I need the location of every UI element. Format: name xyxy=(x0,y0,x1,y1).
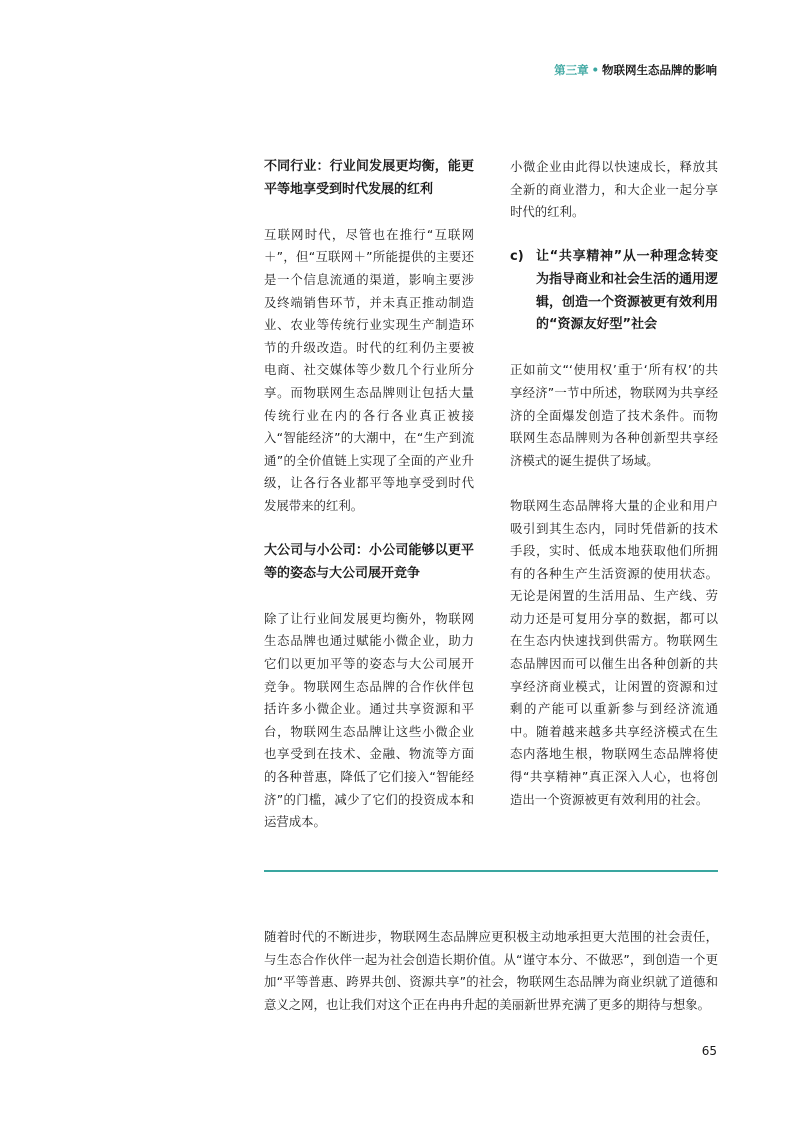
section-heading-companies: 大公司与小公司：小公司能够以更平等的姿态与大公司展开竞争 xyxy=(264,543,474,581)
paragraph-sharing-economy: 正如前文“‘使用权’重于‘所有权’的共享经济”一节中所述，物联网为共享经济的全面爆发创造了技术条件。而物联网生态品牌则为各种创新型共享经济模式的诞生提供了场域。 xyxy=(510,362,718,468)
section-body-companies: 除了让行业间发展更均衡外，物联网生态品牌也通过赋能小微企业，助力它们以更加平等的姿态与大公司展开竞争。物联网生态品牌的合作伙伴包括许多小微企业。通过共享资源和平台，物联网生态品牌让这些小微企业也享受到在技术、金融、物流等方面的各种普惠，降低了它们接入“智能经济”的门槛，减少了它们的投资成本和运营成本。 xyxy=(264,610,474,830)
section-heading-industries: 不同行业：行业间发展更均衡，能更平等地享受到时代发展的红利 xyxy=(264,159,474,197)
continuation-paragraph: 小微企业由此得以快速成长，释放其全新的商业潜力，和大企业一起分享时代的红利。 xyxy=(510,159,718,220)
section-divider xyxy=(264,870,718,872)
closing-paragraph: 随着时代的不断进步，物联网生态品牌应更积极主动地承担更大范围的社会责任，与生态合作伙伴一起为社会创造长期价值。从“谨守本分、不做恶”，到创造一个更加“平等普惠、跨界共创、资源共享”的社会，物联网生态品牌为商业织就了道德和意义之网，也让我们对这个正在冉冉升起的美丽新世界充满了更多的期待与想象。 xyxy=(264,929,718,1012)
running-header xyxy=(554,62,717,78)
sub-heading-text: 让“共享精神”从一种理念转变为指导商业和社会生活的通用逻辑，创造一个资源被更有效利用的“资源友好型”社会 xyxy=(536,249,719,333)
list-marker: c) xyxy=(510,249,524,265)
sub-heading-c xyxy=(510,246,718,336)
chapter-label: 第三章 xyxy=(554,63,589,77)
page-number: 65 xyxy=(701,1044,717,1058)
chapter-title: 物联网生态品牌的影响 xyxy=(602,63,717,77)
left-column xyxy=(264,156,474,834)
header-separator: • xyxy=(591,63,599,77)
right-column xyxy=(510,156,718,811)
paragraph-ecosystem: 物联网生态品牌将大量的企业和用户吸引到其生态内，同时凭借新的技术手段，实时、低成本地获取他们所拥有的各种生产生活资源的使用状态。无论是闲置的生活用品、生产线、劳动力还是可复用分享的数据，都可以在生态内快速找到供需方。物联网生态品牌因而可以催生出各种创新的共享经济商业模式，让闲置的资源和过剩的产能可以重新参与到经济流通中。随着越来越多共享经济模式在生态内落地生根，物联网生态品牌将使得“共享精神”真正深入人心，也将创造出一个资源被更有效利用的社会。 xyxy=(510,497,718,807)
section-body-industries: 互联网时代，尽管也在推行“互联网＋”，但“互联网＋”所能提供的主要还是一个信息流通的渠道，影响主要涉及终端销售环节，并未真正推动制造业、农业等传统行业实现生产制造环节的升级改造。时代的红利仍主要被电商、社交媒体等少数几个行业所分享。而物联网生态品牌则让包括大量传统行业在内的各行各业真正被接入“智能经济”的大潮中，在“生产到流通”的全价值链上实现了全面的产业升级，让各行各业都平等地享受到时代发展带来的红利。 xyxy=(264,226,474,513)
